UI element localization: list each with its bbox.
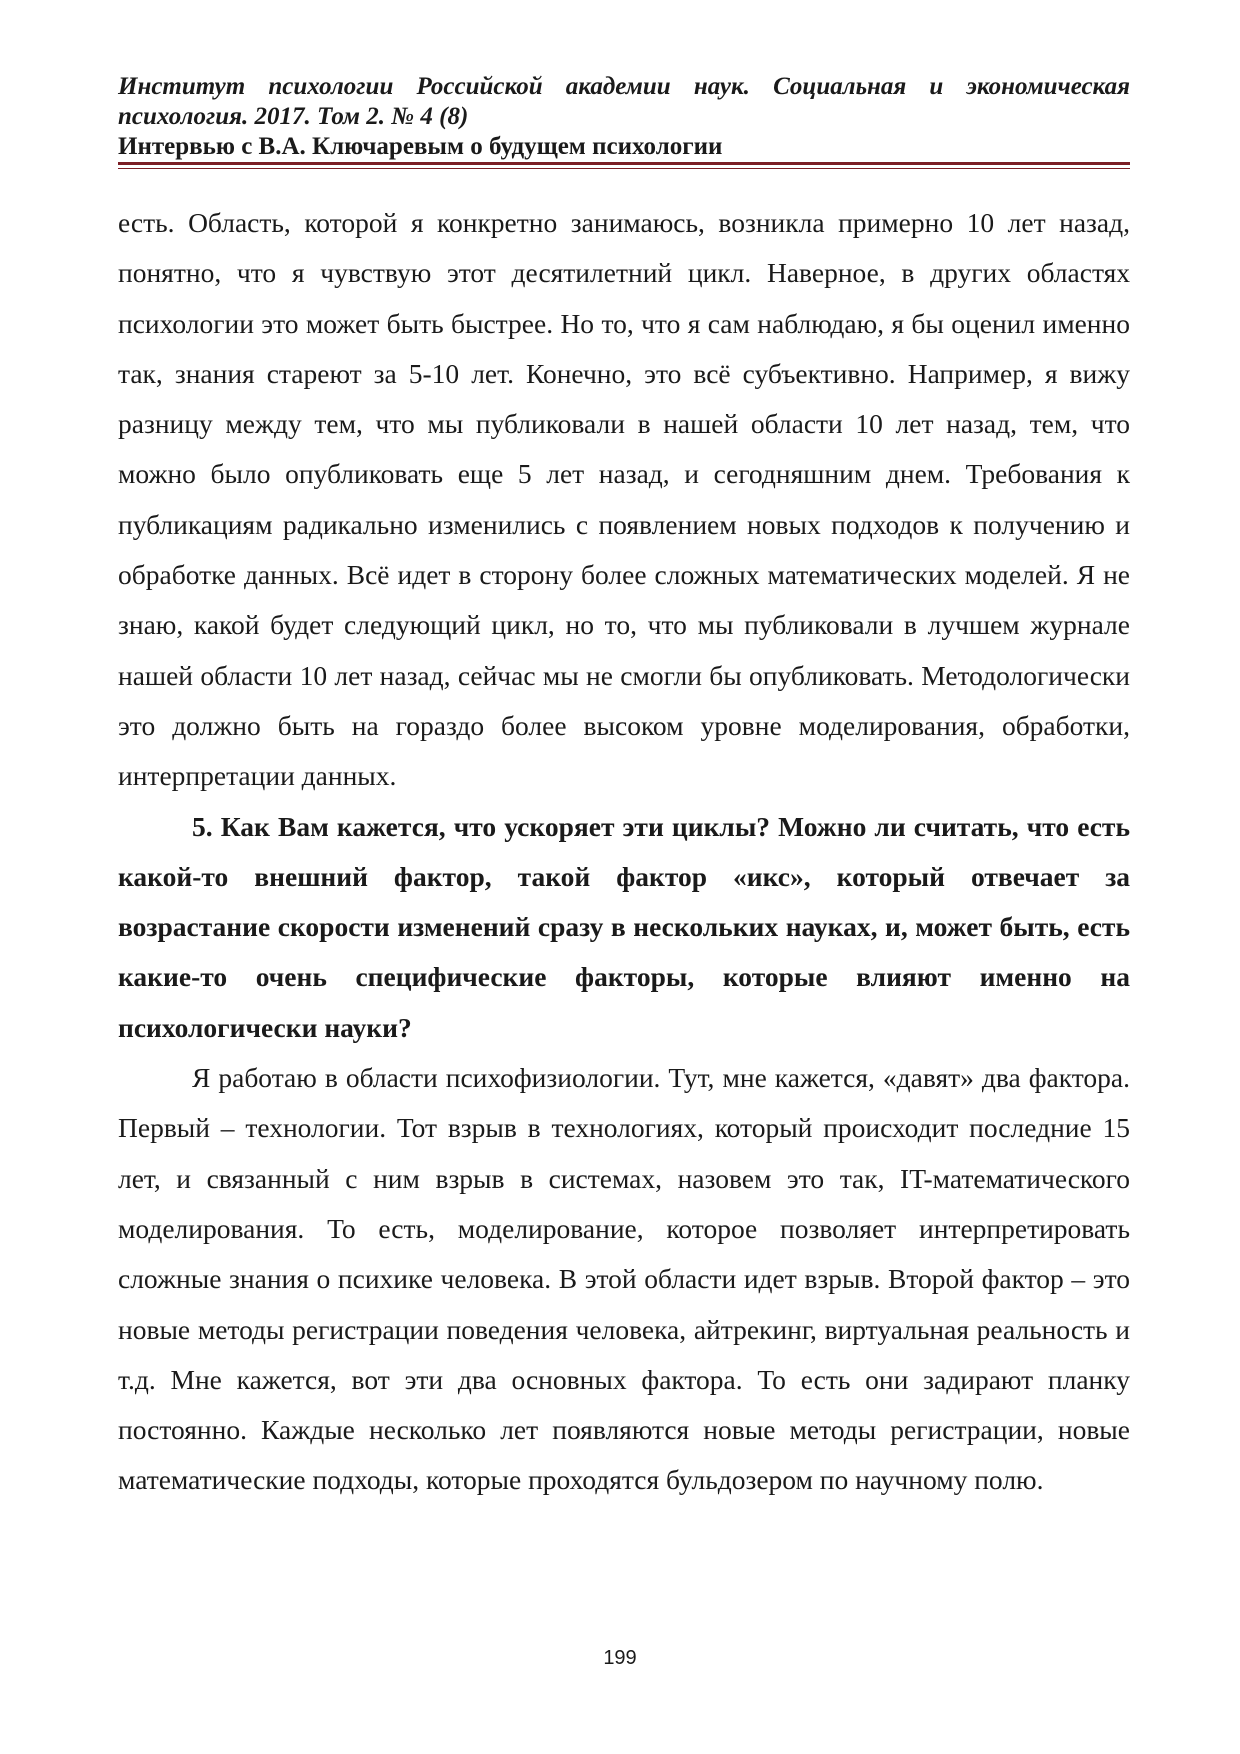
page-number: 199 — [603, 1647, 637, 1669]
paragraph-answer: Я работаю в области психофизиологии. Тут, мне кажется, «давят» два фактора. Первый – технологии. Тот взрыв в технологиях, который происходит последние 15 лет, и связанный с ним взрыв в системах, назовем это так, IT-математического моделирования. То есть, моделирование, которое позволяет интерпретировать сложные знания о психике человека. В этой области идет взрыв. Второй фактор – это новые методы регистрации поведения человека, айтрекинг, виртуальная реальность и т.д. Мне кажется, вот эти два основных фактора. То есть они задирают планку постоянно. Каждые несколько лет появляются новые методы регистрации, новые математические подходы, которые проходятся бульдозером по научному полю. — [118, 1062, 1130, 1496]
journal-citation: Институт психологии Российской академии наук. Социальная и экономическая психология. 2017. Том 2. № 4 (8) — [118, 73, 1130, 130]
header-rule-thin — [118, 168, 1130, 169]
running-header — [118, 72, 1130, 162]
article-body — [118, 198, 1130, 1506]
paragraph-continuation: есть. Область, которой я конкретно занимаюсь, возникла примерно 10 лет назад, понятно, что я чувствую этот десятилетний цикл. Наверное, в других областях психологии это может быть быстрее. Но то, что я сам наблюдаю, я бы оценил именно так, знания стареют за 5-10 лет. Конечно, это всё субъективно. Например, я вижу разницу между тем, что мы публиковали в нашей области 10 лет назад, тем, что можно было опубликовать еще 5 лет назад, и сегодняшним днем. Требования к публикациям радикально изменились с появлением новых подходов к получению и обработке данных. Всё идет в сторону более сложных математических моделей. Я не знаю, какой будет следующий цикл, но то, что мы публиковали в лучшем журнале нашей области 10 лет назад, сейчас мы не смогли бы опубликовать. Методологически это должно быть на гораздо более высоком уровне моделирования, обработки, интерпретации данных. — [118, 207, 1130, 792]
interview-question: 5. Как Вам кажется, что ускоряет эти циклы? Можно ли считать, что есть какой-то внешний фактор, такой фактор «икс», который отвечает за возрастание скорости изменений сразу в нескольких науках, и, может быть, есть какие-то очень специфические факторы, которые влияют именно на психологически науки? — [118, 810, 1130, 1043]
article-title: Интервью с В.А. Ключаревым о будущем психологии — [118, 133, 723, 160]
header-rule-thick — [118, 162, 1130, 165]
